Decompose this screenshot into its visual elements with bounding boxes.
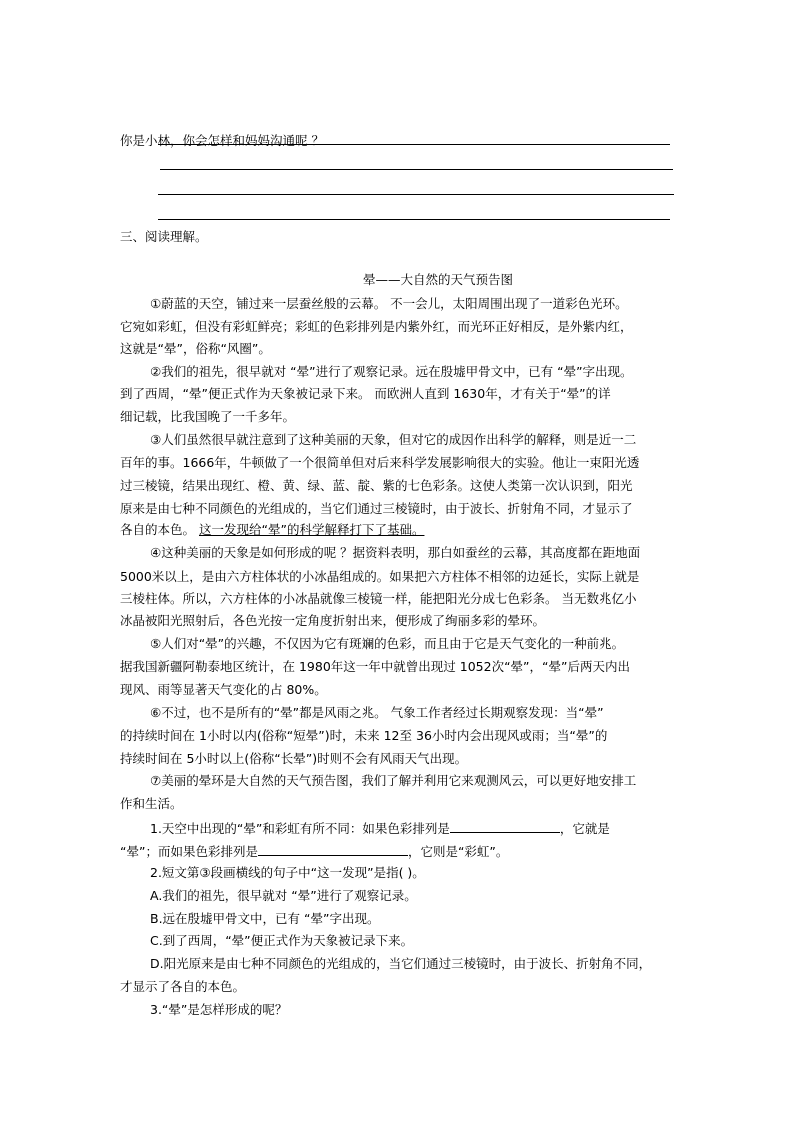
choice-c[interactable]: C.到了西周，“晕”便正式作为天象被记录下来。: [150, 933, 414, 948]
paragraph-1-line: 它宛如彩虹，但没有彩虹鲜亮；彩虹的色彩排列是内紫外红，而光环正好相反，是外紫内红，: [120, 319, 633, 334]
paragraph-6-line: 持续时间在 5小时以上(俗称“长晕”)时则不会有风雨天气出现。: [120, 751, 468, 766]
question-3: 3.“晕”是怎样形成的呢？: [150, 1002, 288, 1017]
question-1-line: 1.天空中出现的“晕”和彩虹有所不同：如果色彩排列是 ，它就是: [150, 821, 610, 836]
paragraph-5-line: 据我国新疆阿勒泰地区统计，在 1980年这一年中就曾出现过 1052次“晕”，“晕”后两天内出: [120, 659, 630, 674]
underlined-sentence: 这一发现给“晕”的科学解释打下了基础。: [199, 522, 425, 537]
paragraph-7-line: 作和生活。: [120, 796, 183, 811]
fill-in-blank[interactable]: [450, 820, 560, 833]
paragraph-2-line: 到了西周，“晕”便正式作为天象被记录下来。 而欧洲人直到 1630年，才有关于“晕”的详: [120, 386, 611, 401]
paragraph-3-line: 百年的事。1666年，牛顿做了一个很简单但对后来科学发展影响很大的实验。他让一束阳光透: [120, 455, 640, 470]
answer-line: [158, 144, 670, 145]
paragraph-2-line: ②我们的祖先，很早就对 “晕”进行了观察记录。远在殷墟甲骨文中，已有 “晕”字出现。: [150, 364, 633, 379]
paragraph-5-line: 现风、雨等显著天气变化的占 80%。: [120, 682, 327, 697]
question-1-line: “晕”；而如果色彩排列是 ，它则是“彩虹”。: [120, 844, 509, 859]
paragraph-3-line: ③人们虽然很早就注意到了这种美丽的天象，但对它的成因作出科学的解释，则是近一二: [150, 432, 637, 447]
section-title: 三、阅读理解。: [120, 229, 208, 244]
paragraph-6-line: ⑥不过，也不是所有的“晕”都是风雨之兆。 气象工作者经过长期观察发现：当“晕”: [150, 705, 604, 720]
paragraph-4-line: 三棱柱体。所以，六方柱体的小冰晶就像三棱镜一样，能把阳光分成七色彩条。 当无数兆亿小: [120, 591, 637, 606]
choice-a[interactable]: A.我们的祖先，很早就对 “晕”进行了观察记录。: [150, 888, 417, 903]
paragraph-4-line: ④这种美丽的天象是如何形成的呢 ？据资料表明，那白如蚕丝的云幕，其高度都在距地面: [150, 545, 641, 560]
answer-line: [158, 194, 674, 195]
paragraph-3-line: 原来是由七种不同颜色的光组成的，当它们通过三棱镜时，由于波长、折射角不同，才显示了: [120, 501, 633, 516]
question-2: 2.短文第③段画横线的句子中“这一发现”是指( )。: [150, 865, 425, 880]
fill-in-blank[interactable]: [258, 843, 408, 856]
paragraph-4-line: 5000米以上，是由六方柱体状的小冰晶组成的。如果把六方柱体不相邻的边延长，实际上就是: [120, 569, 640, 584]
paragraph-7-line: ⑦美丽的晕环是大自然的天气预告图，我们了解并利用它来观测风云，可以更好地安排工: [150, 773, 637, 788]
paragraph-3-line: 过三棱镜，结果出现红、橙、黄、绿、蓝、靛、紫的七色彩条。这使人类第一次认识到，阳光: [120, 478, 633, 493]
paragraph-2-line: 细记载，比我国晚了一千多年。: [120, 409, 296, 424]
paragraph-3-line: 各自的本色。 这一发现给“晕”的科学解释打下了基础。: [120, 522, 425, 537]
question-prompt: 你是小林，你会怎样和妈妈沟通呢 ？: [120, 133, 324, 148]
paragraph-6-line: 的持续时间在 1小时以内(俗称“短晕”)时，未来 12至 36小时内会出现风或雨；当“晕”的: [120, 728, 608, 743]
paragraph-4-line: 冰晶被阳光照射后，各色光按一定角度折射出来，便形成了绚丽多彩的晕环。: [120, 613, 546, 628]
paragraph-1-line: 这就是“晕”，俗称“风圈”。: [120, 341, 271, 356]
choice-d-continued: 才显示了各自的本色。: [120, 979, 246, 994]
choice-d[interactable]: D.阳光原来是由七种不同颜色的光组成的，当它们通过三棱镜时，由于波长、折射角不同，: [150, 956, 652, 971]
answer-line: [158, 219, 670, 220]
paragraph-5-line: ⑤人们对“晕”的兴趣，不仅因为它有斑斓的色彩，而且由于它是天气变化的一种前兆。: [150, 636, 625, 651]
choice-b[interactable]: B.远在殷墟甲骨文中，已有 “晕”字出现。: [150, 911, 380, 926]
answer-line: [160, 169, 673, 170]
paragraph-1-line: ①蔚蓝的天空，铺过来一层蚕丝般的云幕。 不一会儿，太阳周围出现了一道彩色光环。: [150, 296, 628, 311]
article-title: 晕——大自然的天气预告图: [363, 272, 514, 287]
